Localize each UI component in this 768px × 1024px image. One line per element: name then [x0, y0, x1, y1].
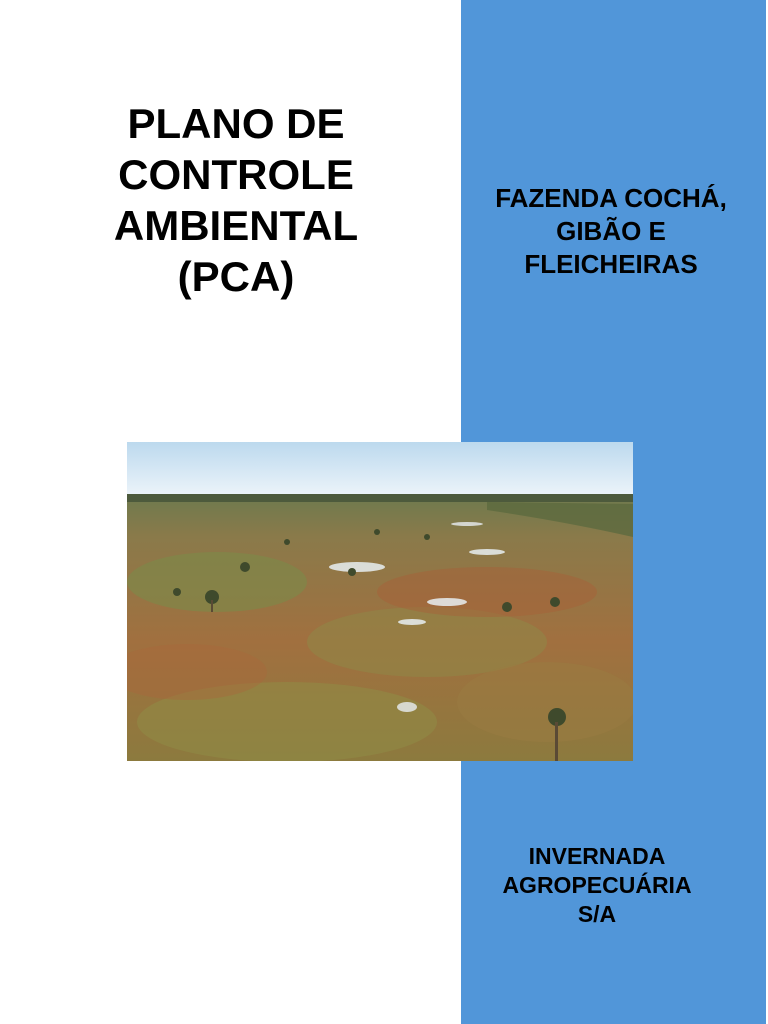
title-line: PLANO DE — [127, 100, 345, 147]
title-line: (PCA) — [177, 253, 295, 300]
farm-line: GIBÃO E — [556, 216, 666, 246]
title-line: CONTROLE — [118, 151, 354, 198]
landscape-photo — [127, 442, 633, 761]
farm-line: FLEICHEIRAS — [524, 249, 698, 279]
company-line: INVERNADA — [528, 843, 666, 869]
farm-line: FAZENDA COCHÁ, — [495, 183, 727, 213]
company-line: S/A — [577, 901, 617, 927]
company-line: AGROPECUÁRIA — [502, 872, 692, 898]
document-title — [60, 98, 412, 302]
farm-name-heading — [461, 182, 761, 281]
company-name — [461, 842, 733, 929]
title-line: AMBIENTAL — [113, 202, 359, 249]
